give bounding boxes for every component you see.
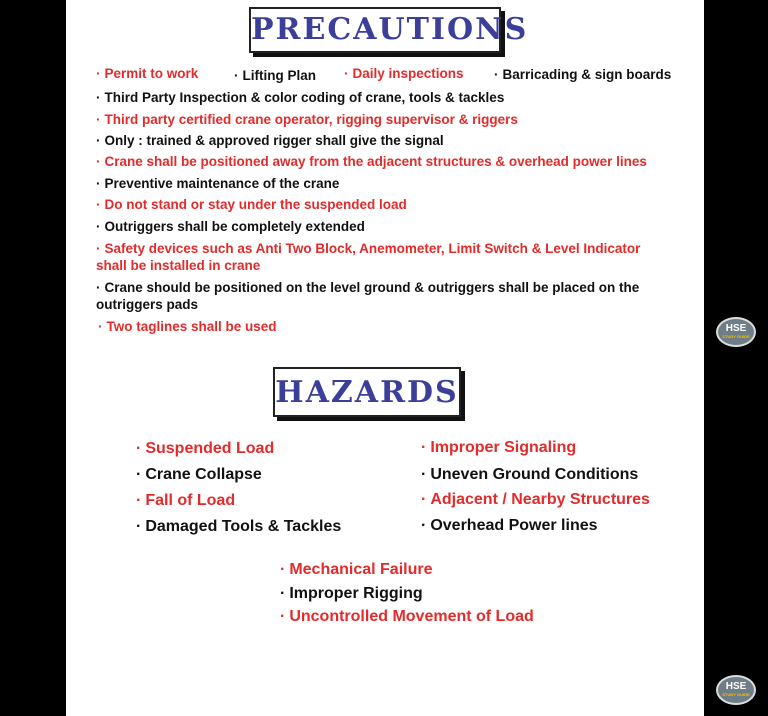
hazard-item: · Uneven Ground Conditions: [421, 466, 639, 483]
precaution-item: · Do not stand or stay under the suspended load: [96, 197, 407, 212]
precaution-item: · Permit to work: [96, 66, 199, 81]
hazard-item: · Damaged Tools & Tackles: [136, 518, 342, 535]
precautions-title: PRECAUTIONS: [249, 7, 501, 53]
precaution-item: · Daily inspections: [344, 66, 464, 81]
hazard-item: · Crane Collapse: [136, 466, 262, 483]
hazard-item: · Fall of Load: [136, 492, 236, 509]
hazard-item: · Improper Rigging: [280, 585, 423, 602]
hazard-item: · Adjacent / Nearby Structures: [421, 491, 650, 508]
precaution-item: · Outriggers shall be completely extended: [96, 219, 365, 234]
hse-study-guide-logo: HSE STUDY GUIDE: [716, 675, 756, 705]
hazards-title: HAZARDS: [273, 367, 461, 417]
hazard-item: · Uncontrolled Movement of Load: [280, 608, 534, 625]
infographic-page: [66, 0, 704, 716]
hazard-item: · Mechanical Failure: [280, 561, 433, 578]
precaution-item: · Preventive maintenance of the crane: [96, 176, 340, 191]
precaution-item: · Crane should be positioned on the level ground & outriggers shall be placed on the outriggers pads: [96, 280, 640, 312]
precaution-item: · Two taglines shall be used: [98, 319, 277, 334]
precaution-item: · Barricading & sign boards: [494, 67, 672, 82]
precaution-item: · Crane shall be positioned away from the adjacent structures & overhead power lines: [96, 154, 647, 169]
hazard-item: · Overhead Power lines: [421, 517, 598, 534]
precaution-item: · Third Party Inspection & color coding of crane, tools & tackles: [96, 90, 505, 105]
hazard-item: · Improper Signaling: [421, 439, 577, 456]
precaution-item: · Only : trained & approved rigger shall give the signal: [96, 133, 444, 148]
precaution-item: · Lifting Plan: [234, 68, 316, 83]
hazard-item: · Suspended Load: [136, 440, 275, 457]
precaution-item: · Third party certified crane operator, rigging supervisor & riggers: [96, 112, 518, 127]
hse-study-guide-logo: HSE STUDY GUIDE: [716, 317, 756, 347]
precaution-item: · Safety devices such as Anti Two Block, Anemometer, Limit Switch & Level Indicator shall be installed in crane: [96, 241, 641, 273]
